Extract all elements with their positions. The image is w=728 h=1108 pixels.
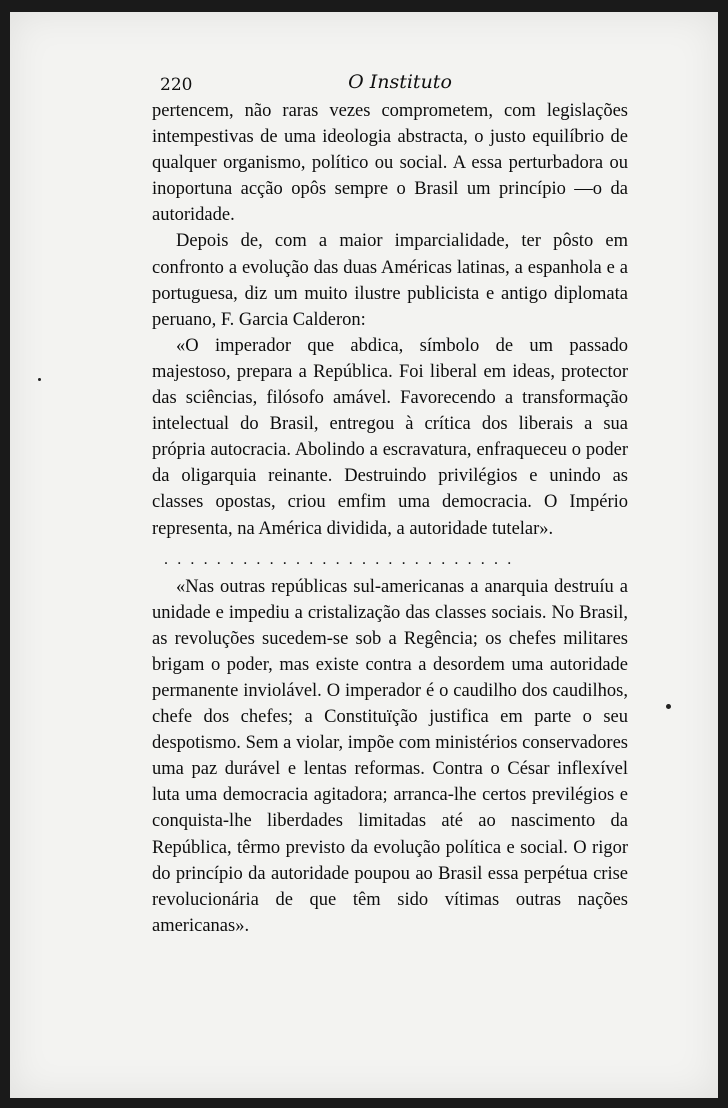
ellipsis-separator: ...........................: [164, 550, 521, 568]
quotation-paragraph: «Nas outras repúblicas sul-americanas a anarquia destruíu a unidade e impediu a cristalização das classes sociais. No Brasil, as revoluções sucedem-se sob a Regência; os chefes militares brigam o poder, mas existe contra a desordem uma autoridade permanente inviolável. O imperador é o caudilho dos caudilhos, chefe dos chefes; a Constituïção justifica em parte o seu despotismo. Sem a violar, impõe com ministérios conservadores uma paz durável e lentas reformas. Contra o César inflexível luta uma democracia agitadora; arranca-lhe certos previlégios e conquista-lhe liberdades limitadas até ao nascimento da República, têrmo previsto da evolução política e social. O rigor do princípio da autoridade poupou ao Brasil essa perpétua crise revolucionária de que têm sido vítimas outras nações americanas».: [152, 576, 628, 936]
page-number: 220: [160, 75, 193, 95]
ink-speck: [38, 378, 41, 381]
body-text: [152, 98, 628, 939]
ink-speck: [666, 704, 671, 709]
quotation-paragraph: «O imperador que abdica, símbolo de um passado majestoso, prepara a República. Foi liberal em ideas, protector das sciências, filósofo amável. Favorecendo a transformação intelectual do Brasil, entregou à crítica dos liberais a sua própria autocracia. Abolindo a escravatura, enfraqueceu o poder da oligarquia reinante. Destruindo privilégios e unindo as classes opostas, criou emfim uma democracia. O Império representa, na América dividida, a autoridade tutelar».: [152, 335, 628, 539]
paragraph-continuation: pertencem, não raras vezes comprometem, com legislações intempestivas de uma ideologia abstracta, o justo equilíbrio de qualquer organismo, político ou social. A essa perturbadora ou inoportuna acção opôs sempre o Brasil um princípio —o da autoridade.: [152, 101, 628, 226]
paragraph: Depois de, com a maior imparcialidade, ter pôsto em confronto a evolução das duas Américas latinas, a espanhola e a portuguesa, diz um muito ilustre publicista e antigo diplomata peruano, F. Garcia Calderon:: [152, 231, 628, 330]
running-title: O Instituto: [348, 71, 452, 93]
